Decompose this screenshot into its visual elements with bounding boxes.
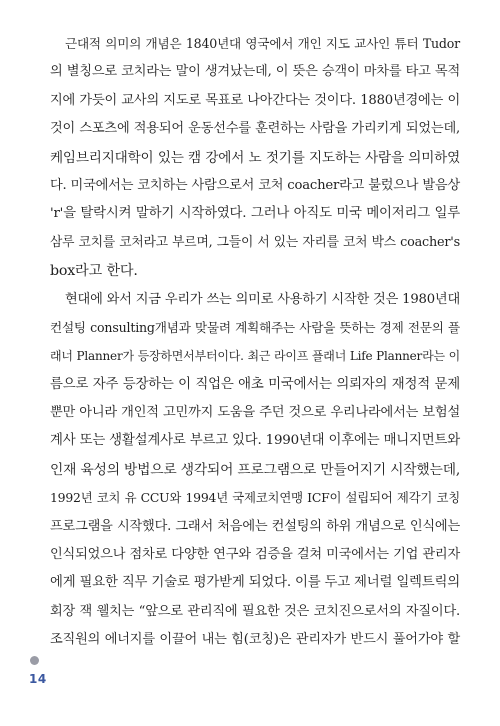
text-line: 근대적 의미의 개념은 1840년대 영국에서 개인 지도 교사인 튜터 Tudor <box>65 36 460 51</box>
text-line: 다. 미국에서는 코치하는 사람으로서 코처 coacher라고 불렀으나 발음상 <box>50 177 460 193</box>
text-line: 인식되었으나 점차로 다양한 연구와 검증을 걸쳐 미국에서는 기업 관리자 <box>50 547 460 563</box>
body-text <box>50 30 460 655</box>
text-line: 'r'을 탈락시켜 말하기 시작하였다. 그러나 아직도 미국 메이저리그 일루 <box>50 206 460 222</box>
text-line: 삼루 코치를 코처라고 부르며, 그들이 서 있는 자리를 코처 박스 coacher's <box>50 234 460 250</box>
text-line: 인재 육성의 방법으로 생각되어 프로그램으로 만들어지기 시작했는데, <box>50 461 461 478</box>
text-line: 현대에 와서 지금 우리가 쓰는 의미로 사용하기 시작한 것은 1980년대 <box>65 291 460 307</box>
text-line: box라고 한다. <box>50 263 138 280</box>
text-line: 뿐만 아니라 개인적 고민까지 도움을 주던 것으로 우리나라에서는 보험설 <box>50 405 460 421</box>
text-line: 프로그램을 시작했다. 그래서 처음에는 컨설팅의 하위 개념으로 인식에는 <box>50 518 460 534</box>
text-line: 회장 잭 웰치는 “앞으로 관리직에 필요한 것은 코치진으로서의 자질이다. <box>50 603 460 619</box>
page-number: 14 <box>29 672 47 686</box>
page-marker-dot <box>30 656 39 665</box>
text-line: 지에 가듯이 교사의 지도로 목표로 나아간다는 것이다. 1880년경에는 이 <box>50 92 460 108</box>
text-line: 컨설팅 consulting개념과 맞물려 계획해주는 사람을 뜻하는 경제 전문의 플 <box>50 319 460 335</box>
text-line: 의 별칭으로 코치라는 말이 생겨났는데, 이 뜻은 승객이 마차를 타고 목적 <box>50 64 460 80</box>
text-line: 1992년 코치 유 CCU와 1994년 국제코치연맹 ICF이 설립되어 제각기 코칭 <box>50 490 460 506</box>
paragraph-1 <box>50 30 460 286</box>
text-line: 래너 Planner가 등장하면서부터이다. 최근 라이프 플래너 Life Planner라는 이 <box>50 349 460 364</box>
text-line: 케임브리지대학이 있는 캠 강에서 노 젓기를 지도하는 사람을 의미하였 <box>50 149 460 166</box>
page-footer <box>29 656 47 686</box>
text-line: 름으로 자주 등장하는 이 직업은 애초 미국에서는 의뢰자의 재정적 문제 <box>50 376 460 392</box>
text-line: 조직원의 에너지를 이끌어 내는 힘(코칭)은 관리자가 반드시 풀어가야 할 <box>50 632 460 648</box>
text-line: 계사 또는 생활설계사로 부르고 있다. 1990년대 이후에는 매니지먼트와 <box>50 433 460 449</box>
paragraph-2 <box>50 286 460 655</box>
text-line: 것이 스포츠에 적용되어 운동선수를 훈련하는 사람을 가리키게 되었는데, <box>50 121 460 137</box>
text-line: 에게 필요한 직무 기술로 평가받게 되었다. 이를 두고 제너럴 일렉트릭의 <box>50 575 460 591</box>
